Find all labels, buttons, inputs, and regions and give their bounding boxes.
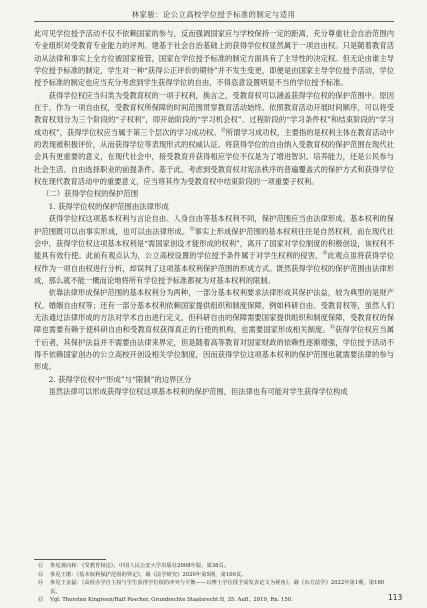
paragraph: 虽然法律可以形成获得学位权这项基本权利的保护范围，但法律也有可能对学生获得学位构成: [48, 386, 348, 396]
footnote-mark: ⑬: [38, 571, 44, 578]
paragraph: 依靠法律形成保护范围的基本权利分为两种，一部分基本权利要求法律形成其保护法益，较为典型的是财产权、婚姻自由权等；还有一部分基本权利依赖国家提供组织和制度保障，例如科研自由、受教育权等，虽然人们无法通过法律形成的方法对学术自由进行定义，但科研自由的保障需要国家提供组织和制度保障，受教育权的保障也需要有赖于使科研自由和受教育权获得真正的行使的机构，也需要国家形成相关制度。⑮获得学位权应当属于后者，其保护法益并不需要由法律来界定，但是随着高等教育对国家财政的依赖性逐渐增强，学位授予活动不得不依赖国家创办的公立高校开创设相关学位制度，因而获得学位这项基本权利的保护范围也就需要法律的参与形成。: [34, 288, 395, 372]
footnote: [34, 596, 394, 605]
page-number: 113: [388, 593, 403, 602]
header-rule: [34, 21, 394, 22]
footnote-rule: [34, 559, 106, 560]
footnote-text: 参见王金磊：《高校办学自主权与学生获得学位权的冲突与平衡——以博士学位授予需发表论文为视角》，载《东方法学》2022年第1期，第160页。: [50, 580, 385, 595]
footnotes: [34, 562, 394, 605]
paragraph: 获得学位权这项基本权利与言论自由、人身自由等基本权利不同，保护范围应当由法律形成。基本权利的保护范围既可以由事实形成，也可以由法律形成。⑬事实上形成保护范围的基本权利往往是自然权利，而在现代社会中，获得学位权这项基本权利是“需国家创设才能形成的权利”，离开了国家对学位制度的积极创设，该权利不能具有效行使。此前有观点认为，公立高校设置的学位授予条件属于对学生权利的侵害，⑭此观点虽将获得学位权作为一项自由权进行分析，却误判了这项基本权利保护范围的形成方式。既然获得学位权的保护范围由法律形成，那么就不能一概而论地将所有学位授予标准都视为对基本权利的限制。: [34, 214, 394, 285]
section-heading: （二）获得学位权的保护范围: [42, 189, 139, 199]
footnote-mark: ⑮: [38, 597, 44, 604]
footnote-text: Vgl. Thorsten Kingreen/Ralf Poscher, Grundrechte Staatsrecht II, 35. Aufl., 2019, Rn. 150.: [50, 597, 293, 604]
paragraph: 获得学位权应当归类为受教育权的一项子权利，换言之，受教育权可以涵盖获得学位权的保护范围中。原因在于，作为一项自由权，受教育权所保障的时间范围贯穿教育活动始终。依照教育活动开展时间顺序，可以将受教育权划分为三个阶段的“子权利”，即开始阶段的“学习机会权”、过程阶段的“学习条件权”和结束阶段的“学习成功权”，获得学位权应当属于第三个层次的学习成功权。⑫所谓学习成功权，主要指的是权利主体在教育活动中的表现被积极评价，从而获得学位等表现形式的权威认证。将获得学位的自由纳入受教育权的保护范围在现代社会具有更重要的意义，在现代社会中，接受教育并获得相应学位不仅是为了增进智识、培养能力，还是公民参与社会生活、自由选择职业的前提条件。基于此，考虑到受教育权对宪法秩序的普遍覆盖式的保护方式和获得学位权在现代教育活动中的重要意义，应当将其作为受教育权中结束阶段的一项重要子权利。: [34, 90, 394, 187]
footnote-text: 参见龚向和：《受教育权论》，中国人民公安大学出版社2008年版，第38页。: [50, 563, 230, 569]
subheading-1: 1. 获得学位权的保护范围由法律形成: [48, 201, 169, 211]
running-head: 林家骏：论公立高校学位授予标准的制定与适用: [131, 10, 296, 19]
footnote: [34, 579, 394, 596]
subheading-2: 2. 获得学位权中“形成”与“限制”的边界区分: [48, 374, 192, 384]
mid-paragraphs: [34, 213, 394, 373]
footnote-mark: ⑫: [38, 563, 44, 569]
footnote: [34, 571, 394, 580]
footnote: [34, 562, 394, 571]
body-text: [34, 28, 394, 398]
footnote-text: 参见王锴：《基本权利保护范围的界定》，载《法学研究》2020年第5期，第100页。: [50, 571, 247, 578]
top-paragraphs: [34, 28, 394, 188]
paragraph: 此可见学位授予活动不仅不依赖国家的参与，反而强调国家应与学校保持一定的距离，充分尊重社会自治范围内专业组织对受教育专业能力的评判。建基于社会自治基础上的获得学位权显然属于一项自由权。只是随着教育活动从法律和事实上全方位被国家接管，国家在学位授予标准的制定方面具有了主导性的决定权。但无论由谁主导学位授予标准的制定，学生对一种“获得公正评价的期待”并不发生变更，即便是由国家主导学位授予活动，学位授予标准的制定也应当充分考虑到学生获得学位的自由，不得恣意设置明显不当的学位授予标准。: [34, 29, 394, 88]
footnote-mark: ⑭: [38, 580, 44, 587]
